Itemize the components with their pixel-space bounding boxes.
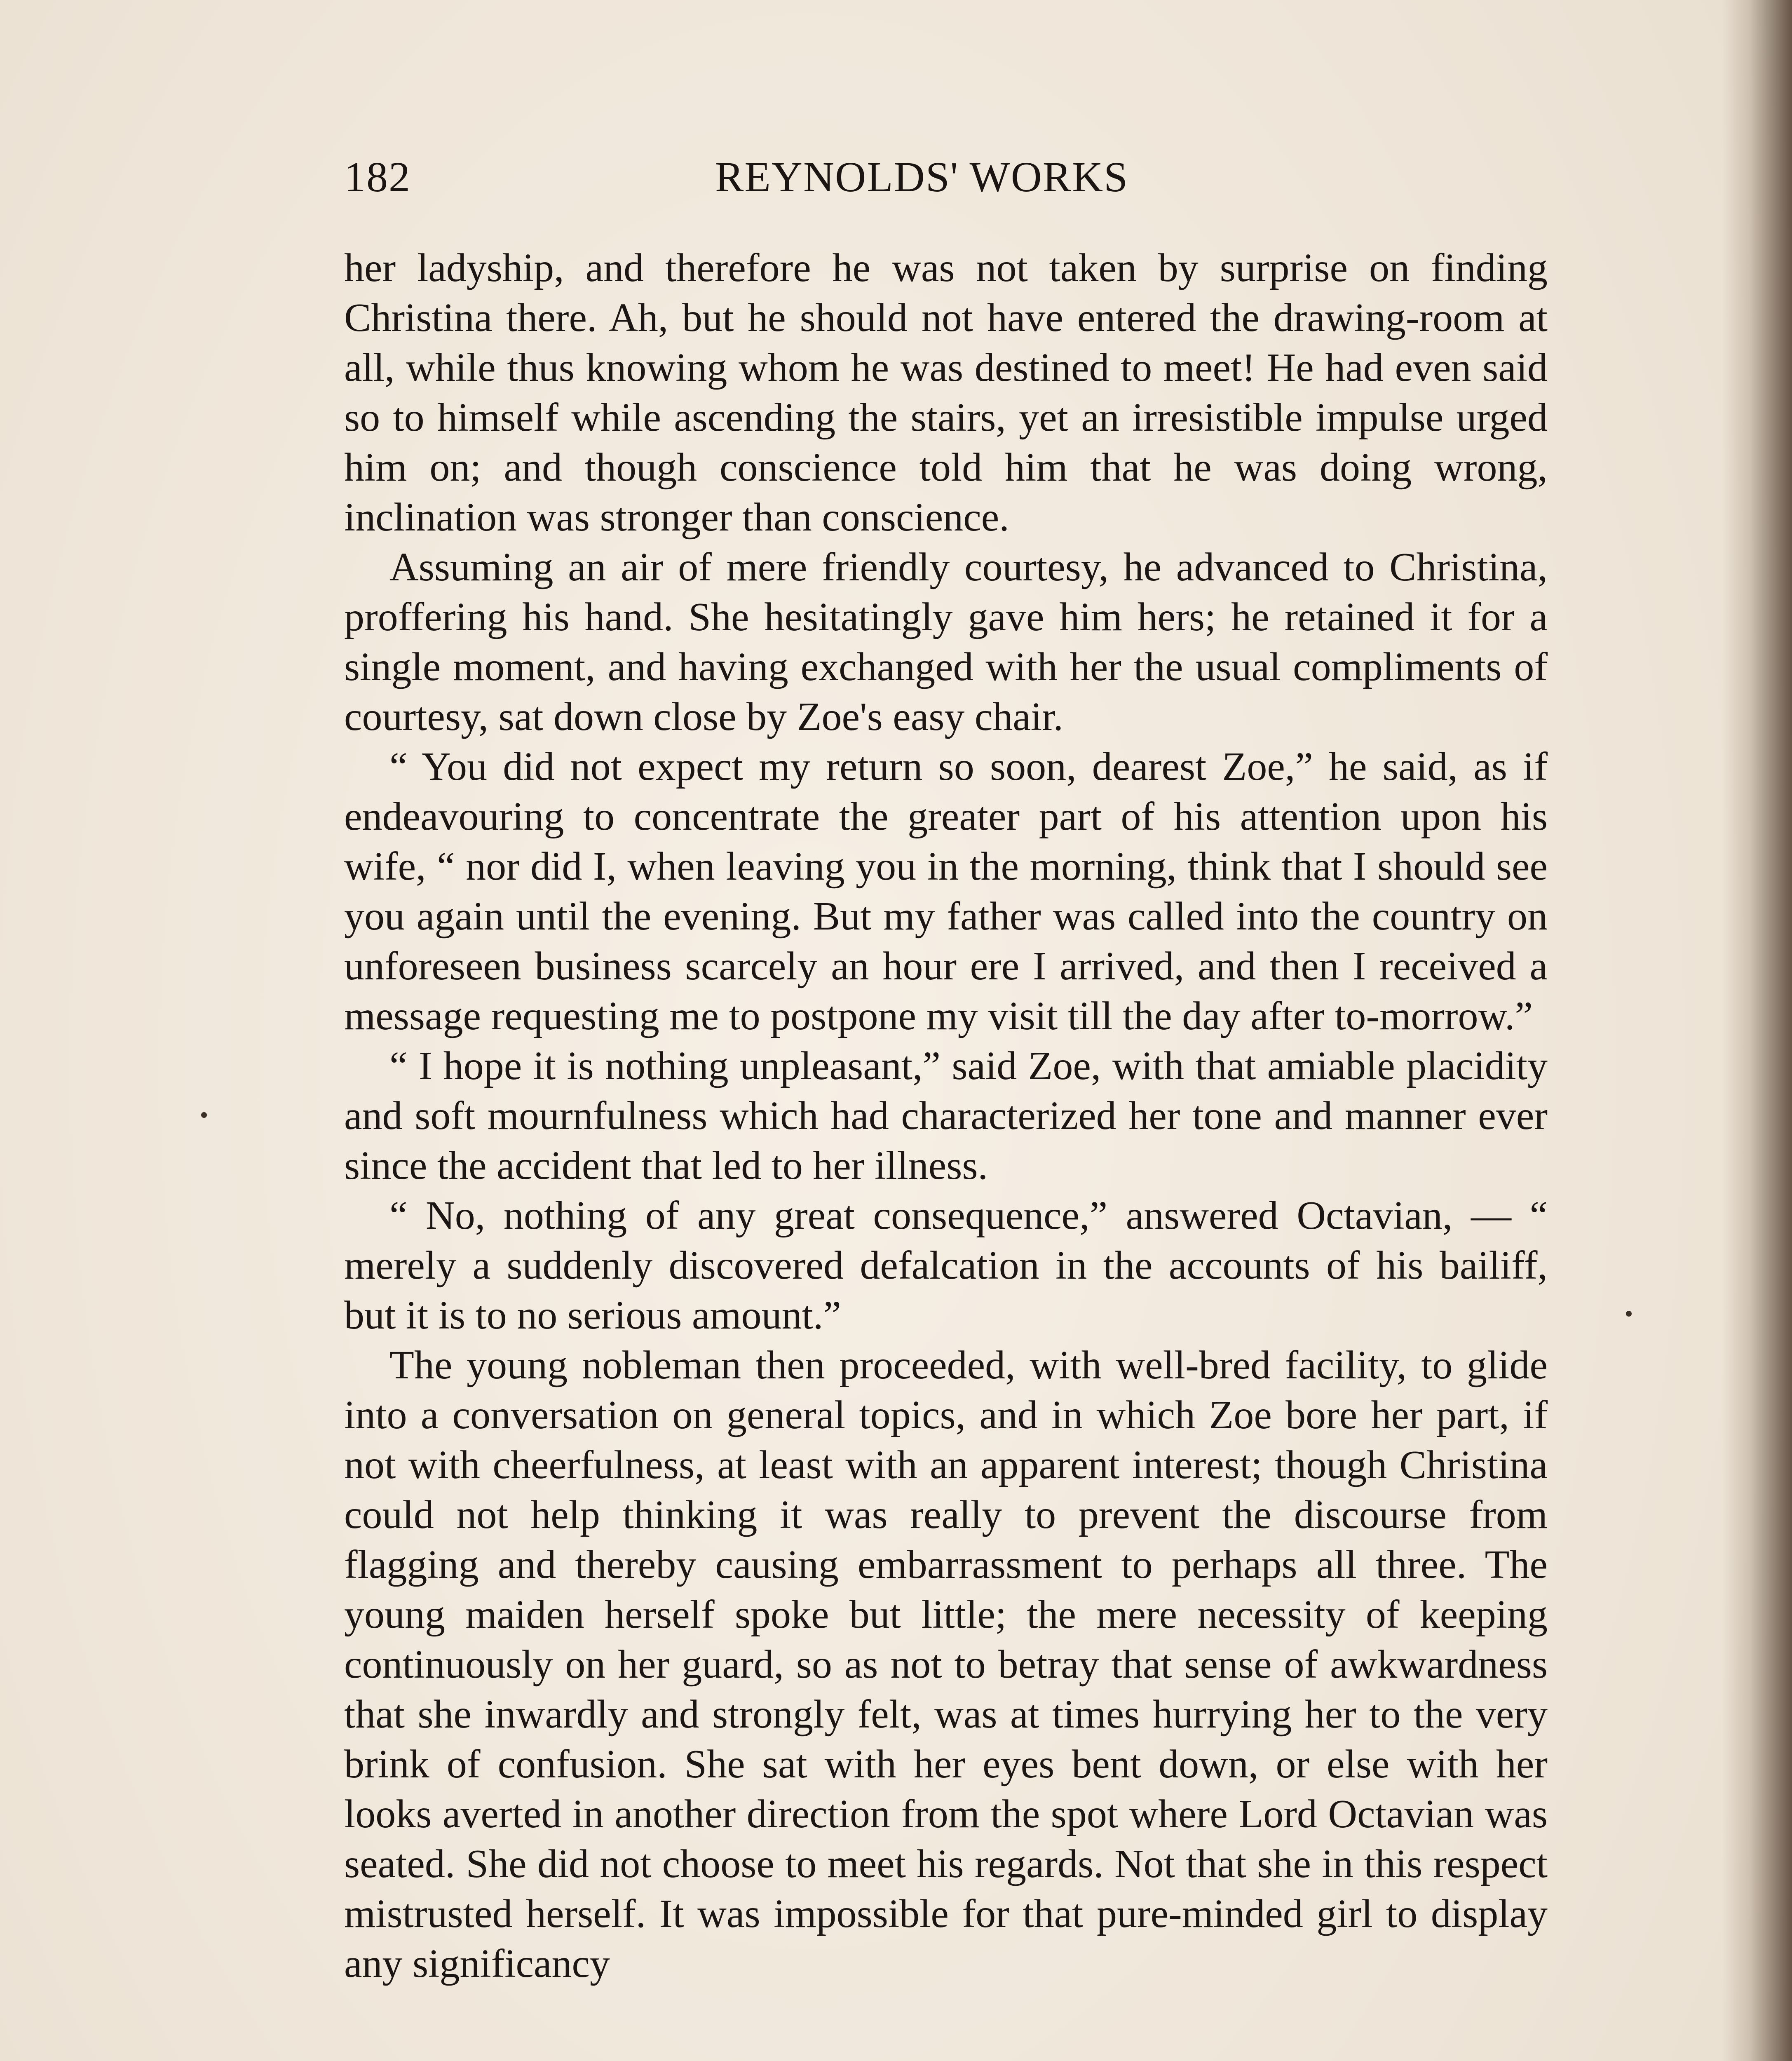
paragraph: “ You did not expect my return so soon, dearest Zoe,” he said, as if endeavouring to concentrate the greater part of his attention upon his wife, “ nor did I, when leaving you in the morning, think that I should see you again until the evening. But my father was called into the country on unforeseen business scarcely an hour ere I arrived, and then I received a message requesting me to postpone my visit till the day after to-morrow.” [344,744,1548,1038]
page-header [344,153,1214,210]
page-number: 182 [344,153,411,201]
paragraph: The young nobleman then proceeded, with well-bred facility, to glide into a conversation on general topics, and in which Zoe bore her part, if not with cheerfulness, at least with an apparent interest; though Christina could not help thinking it was really to prevent the discourse from flagging and thereby causing embarrassment to perhaps all three. The young maiden herself spoke but little; the mere necessity of keeping continuously on her guard, so as not to betray that sense of awkwardness that she inwardly and strongly felt, was at times hurrying her to the very brink of confusion. She sat with her eyes bent down, or else with her looks averted in another direction from the spot where Lord Octavian was seated. She did not choose to meet his regards. Not that she in this respect mistrusted herself. It was impossible for that pure-minded girl to display any significancy [344,1343,1548,1986]
paragraph: her ladyship, and therefore he was not taken by surprise on finding Christina there. Ah, but he should not have entered the drawing-room at all, while thus knowing whom he was destined to meet! He had even said so to himself while ascending the stairs, yet an irresistible impulse urged him on; and though conscience told him that he was doing wrong, inclination was stronger than conscience. [344,246,1548,540]
print-speck [201,1112,207,1118]
running-head: REYNOLDS' WORKS [715,153,1129,201]
spine-shadow [1722,0,1792,2061]
paragraph: “ I hope it is nothing unpleasant,” said Zoe, with that amiable placidity and soft mournfulness which had characterized her tone and manner ever since the accident that led to her illness. [344,1044,1548,1188]
paragraph: “ No, nothing of any great consequence,” answered Octavian, — “ merely a suddenly discovered defalcation in the accounts of his bailiff, but it is to no serious amount.” [344,1193,1548,1338]
print-speck [1626,1311,1632,1317]
body-text [344,243,1548,1989]
paragraph: Assuming an air of mere friendly courtesy, he advanced to Christina, proffering his hand. She hesitatingly gave him hers; he retained it for a single moment, and having exchanged with her the usual compliments of courtesy, sat down close by Zoe's easy chair. [344,545,1548,739]
